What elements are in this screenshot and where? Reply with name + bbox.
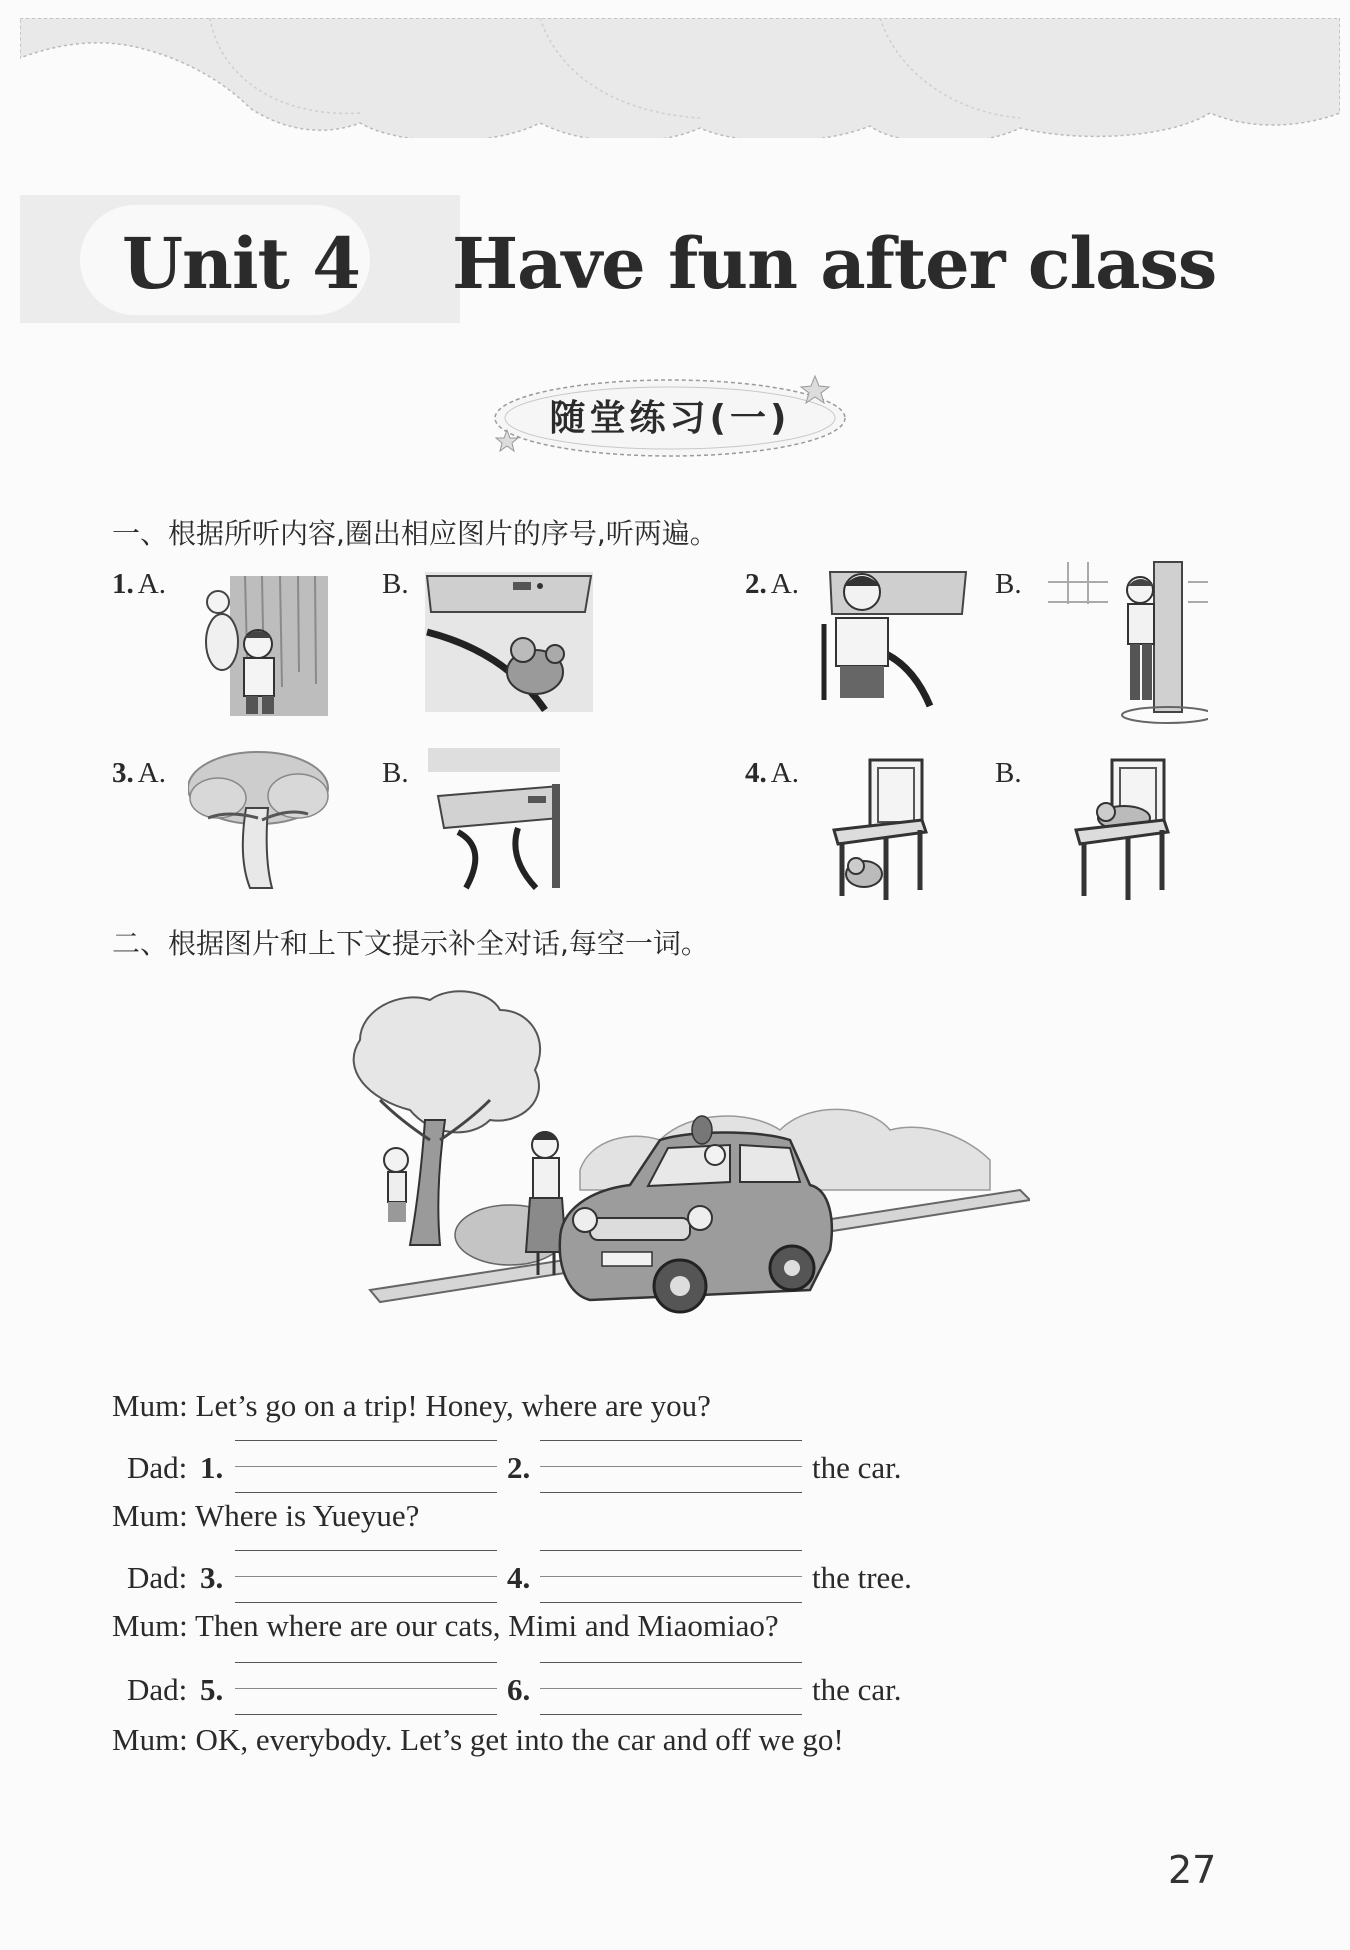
dialogue-line-4: Mum: OK, everybody. Let’s get into the car and off we go! — [112, 1722, 844, 1757]
dad-speaker-1: Dad: — [127, 1450, 188, 1485]
q4-option-b-label: B. — [995, 757, 1022, 789]
q1-picture-a[interactable] — [200, 572, 330, 720]
dad-line-1-end: the car. — [812, 1450, 902, 1485]
practice-badge-label: 随堂练习(一) — [549, 398, 791, 439]
section2-heading: 二、根据图片和上下文提示补全对话,每空一词。 — [112, 927, 709, 960]
q4-picture-b[interactable] — [1072, 756, 1172, 900]
question-3-label: 3. A. — [112, 757, 166, 789]
q3-picture-a[interactable] — [188, 748, 330, 890]
blank-number-1: 1. — [200, 1450, 224, 1485]
answer-blank-2[interactable] — [540, 1440, 802, 1492]
q1-option-b-label: B. — [382, 568, 409, 600]
q2-picture-a[interactable] — [820, 568, 968, 708]
unit-label: Unit 4 — [122, 222, 360, 305]
q2-picture-b[interactable] — [1048, 560, 1208, 728]
cloud-banner — [20, 18, 1340, 138]
unit-title: Have fun after class — [452, 222, 1217, 305]
park-scene-illustration — [330, 990, 1030, 1350]
page-number: 27 — [1168, 1848, 1217, 1892]
answer-blank-6[interactable] — [540, 1662, 802, 1714]
blank-number-6: 6. — [507, 1672, 531, 1707]
blank-number-5: 5. — [200, 1672, 224, 1707]
blank-number-4: 4. — [507, 1560, 531, 1595]
dad-speaker-3: Dad: — [127, 1672, 188, 1707]
question-4-label: 4. A. — [745, 757, 799, 789]
q4-picture-a[interactable] — [830, 756, 930, 900]
dad-line-3-end: the car. — [812, 1672, 902, 1707]
answer-blank-3[interactable] — [235, 1550, 497, 1602]
blank-number-2: 2. — [507, 1450, 531, 1485]
dad-line-2-end: the tree. — [812, 1560, 912, 1595]
answer-blank-4[interactable] — [540, 1550, 802, 1602]
q3-option-b-label: B. — [382, 757, 409, 789]
dad-speaker-2: Dad: — [127, 1560, 188, 1595]
dialogue-line-1: Mum: Let’s go on a trip! Honey, where are you? — [112, 1388, 711, 1423]
answer-blank-1[interactable] — [235, 1440, 497, 1492]
q1-picture-b[interactable] — [425, 572, 593, 712]
answer-blank-5[interactable] — [235, 1662, 497, 1714]
dialogue-line-2: Mum: Where is Yueyue? — [112, 1498, 420, 1533]
section1-heading: 一、根据所听内容,圈出相应图片的序号,听两遍。 — [112, 517, 718, 550]
q3-picture-b[interactable] — [428, 748, 560, 890]
blank-number-3: 3. — [200, 1560, 224, 1595]
question-1-label: 1. A. — [112, 568, 166, 600]
q2-option-b-label: B. — [995, 568, 1022, 600]
question-2-label: 2. A. — [745, 568, 799, 600]
dialogue-line-3: Mum: Then where are our cats, Mimi and Miaomiao? — [112, 1608, 779, 1643]
